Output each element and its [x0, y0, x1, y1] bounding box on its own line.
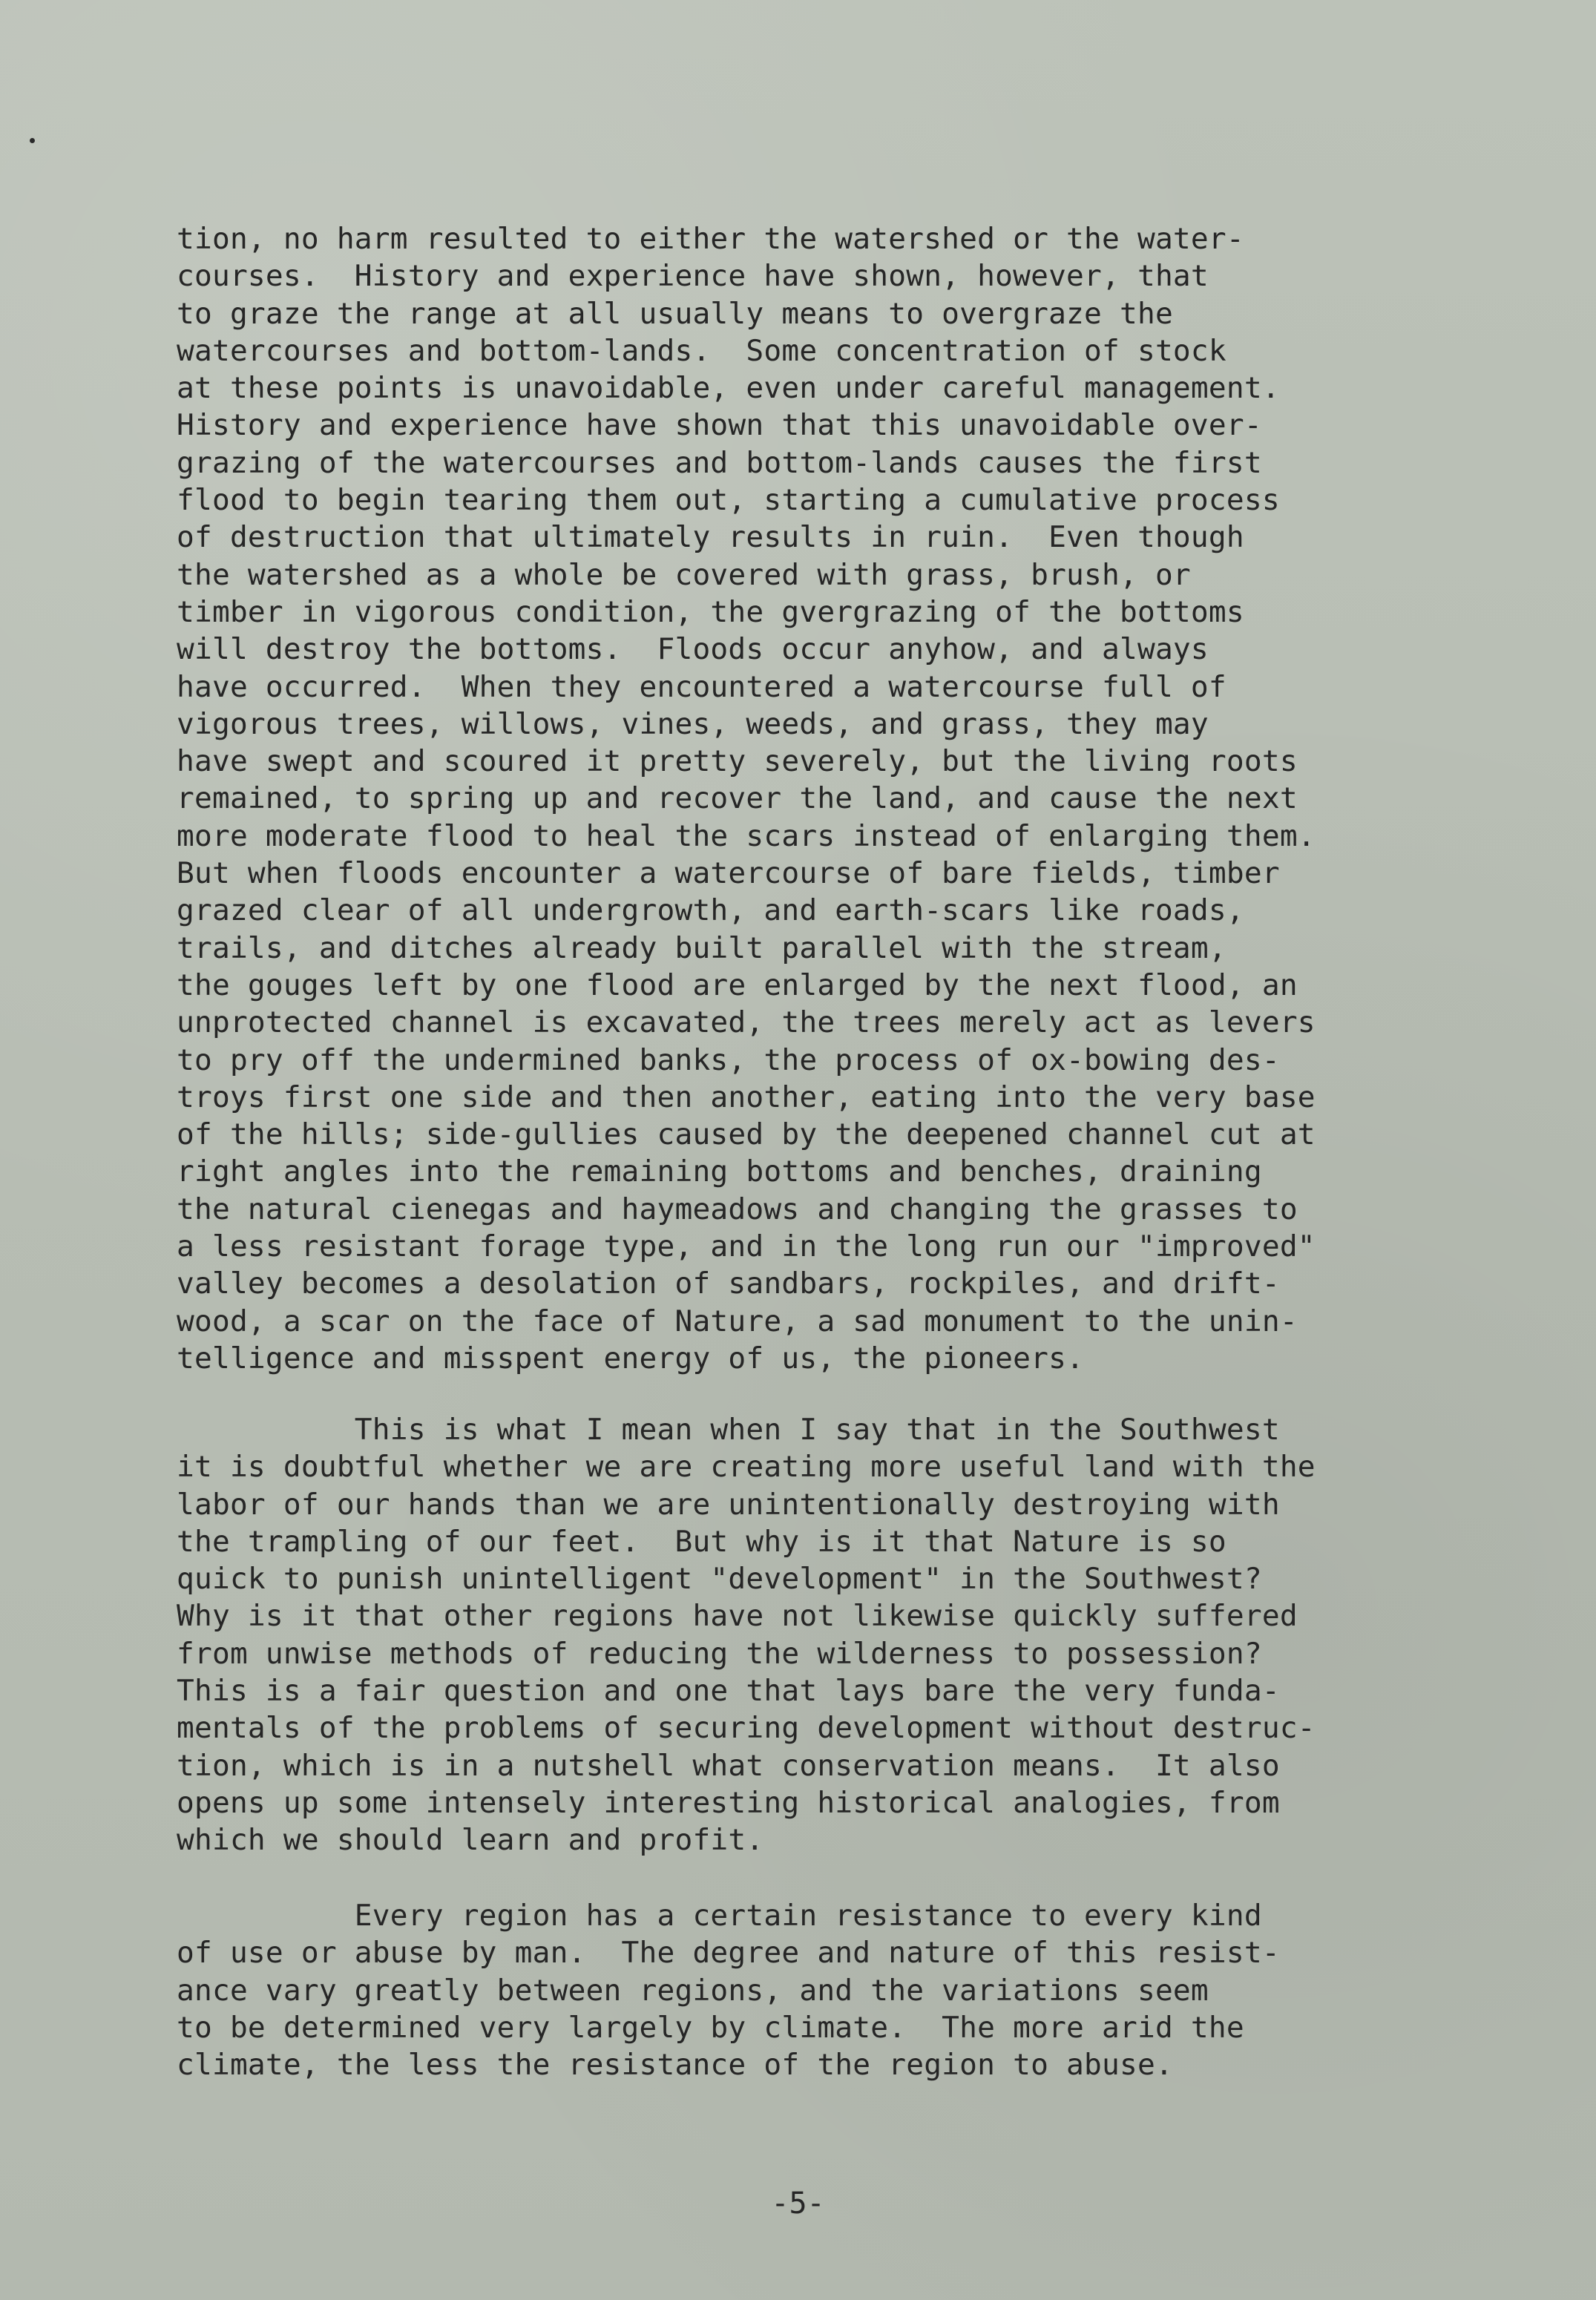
text-line: mentals of the problems of securing development without destruc- — [177, 1711, 1316, 1746]
text-line: right angles into the remaining bottoms and benches, draining — [177, 1154, 1262, 1189]
text-line: ance vary greatly between regions, and the variations seem — [177, 1973, 1209, 2008]
text-line: watercourses and bottom-lands. Some concentration of stock — [177, 333, 1226, 368]
text-line: to graze the range at all usually means to overgraze the — [177, 296, 1173, 331]
text-line: quick to punish unintelligent "development" in the Southwest? — [177, 1562, 1262, 1597]
text-line: opens up some intensely interesting historical analogies, from — [177, 1785, 1280, 1820]
text-line: wood, a scar on the face of Nature, a sad monument to the unin- — [177, 1304, 1298, 1338]
text-line: the gouges left by one flood are enlarged by the next flood, an — [177, 967, 1298, 1002]
text-line: grazing of the watercourses and bottom-lands causes the first — [177, 445, 1262, 480]
text-line: troys first one side and then another, eating into the very base — [177, 1080, 1316, 1114]
text-line: remained, to spring up and recover the land, and cause the next — [177, 781, 1298, 816]
text-line: climate, the less the resistance of the region to abuse. — [177, 2048, 1173, 2083]
text-line: courses. History and experience have shown, however, that — [177, 259, 1209, 294]
text-line: a less resistant forage type, and in the long run our "improved" — [177, 1229, 1316, 1264]
text-line: have swept and scoured it pretty severely, but the living roots — [177, 744, 1298, 779]
text-line: History and experience have shown that this unavoidable over- — [177, 408, 1262, 443]
text-line: of the hills; side-gullies caused by the deepened channel cut at — [177, 1117, 1316, 1152]
text-line: labor of our hands than we are unintentionally destroying with — [177, 1487, 1280, 1522]
text-line: have occurred. When they encountered a watercourse full of — [177, 669, 1226, 704]
text-line: the natural cienegas and haymeadows and changing the grasses to — [177, 1192, 1298, 1226]
text-line: flood to begin tearing them out, starting a cumulative process — [177, 483, 1280, 518]
text-line: But when floods encounter a watercourse of bare fields, timber — [177, 856, 1280, 891]
text-line: vigorous trees, willows, vines, weeds, and grass, they may — [177, 706, 1209, 741]
text-line: trails, and ditches already built parallel with the stream, — [177, 930, 1226, 965]
text-line: Why is it that other regions have not likewise quickly suffered — [177, 1599, 1298, 1634]
text-line: the watershed as a whole be covered with grass, brush, or — [177, 557, 1191, 592]
text-line: of use or abuse by man. The degree and nature of this resist- — [177, 1936, 1280, 1971]
paragraph-1 — [177, 220, 1393, 1377]
text-line: telligence and misspent energy of us, the pioneers. — [177, 1341, 1085, 1376]
text-line: to be determined very largely by climate. The more arid the — [177, 2010, 1244, 2045]
text-line: of destruction that ultimately results in ruin. Even though — [177, 520, 1244, 555]
text-line: the trampling of our feet. But why is it that Nature is so — [177, 1524, 1226, 1559]
text-line: unprotected channel is excavated, the trees merely act as levers — [177, 1005, 1316, 1040]
text-line: timber in vigorous condition, the gvergrazing of the bottoms — [177, 594, 1244, 629]
text-line: This is what I mean when I say that in the Southwest — [177, 1413, 1280, 1447]
text-line: tion, no harm resulted to either the watershed or the water- — [177, 222, 1244, 256]
text-line: more moderate flood to heal the scars instead of enlarging them. — [177, 818, 1316, 853]
text-line: This is a fair question and one that lays bare the very funda- — [177, 1674, 1280, 1709]
text-line: valley becomes a desolation of sandbars, rockpiles, and drift- — [177, 1266, 1280, 1301]
text-line: at these points is unavoidable, even under careful management. — [177, 371, 1280, 406]
text-line: to pry off the undermined banks, the process of ox-bowing des- — [177, 1042, 1280, 1077]
ink-speck — [30, 138, 35, 143]
text-line: tion, which is in a nutshell what conservation means. It also — [177, 1748, 1280, 1783]
text-line: will destroy the bottoms. Floods occur anyhow, and always — [177, 632, 1209, 667]
text-line: which we should learn and profit. — [177, 1823, 764, 1858]
paragraph-3 — [177, 1897, 1393, 2083]
page-number: -5- — [771, 2186, 825, 2221]
text-line: it is doubtful whether we are creating more useful land with the — [177, 1450, 1316, 1485]
text-line: grazed clear of all undergrowth, and earth-scars like roads, — [177, 893, 1244, 928]
text-line: Every region has a certain resistance to every kind — [177, 1899, 1262, 1933]
paragraph-2 — [177, 1411, 1393, 1859]
text-line: from unwise methods of reducing the wilderness to possession? — [177, 1636, 1262, 1671]
